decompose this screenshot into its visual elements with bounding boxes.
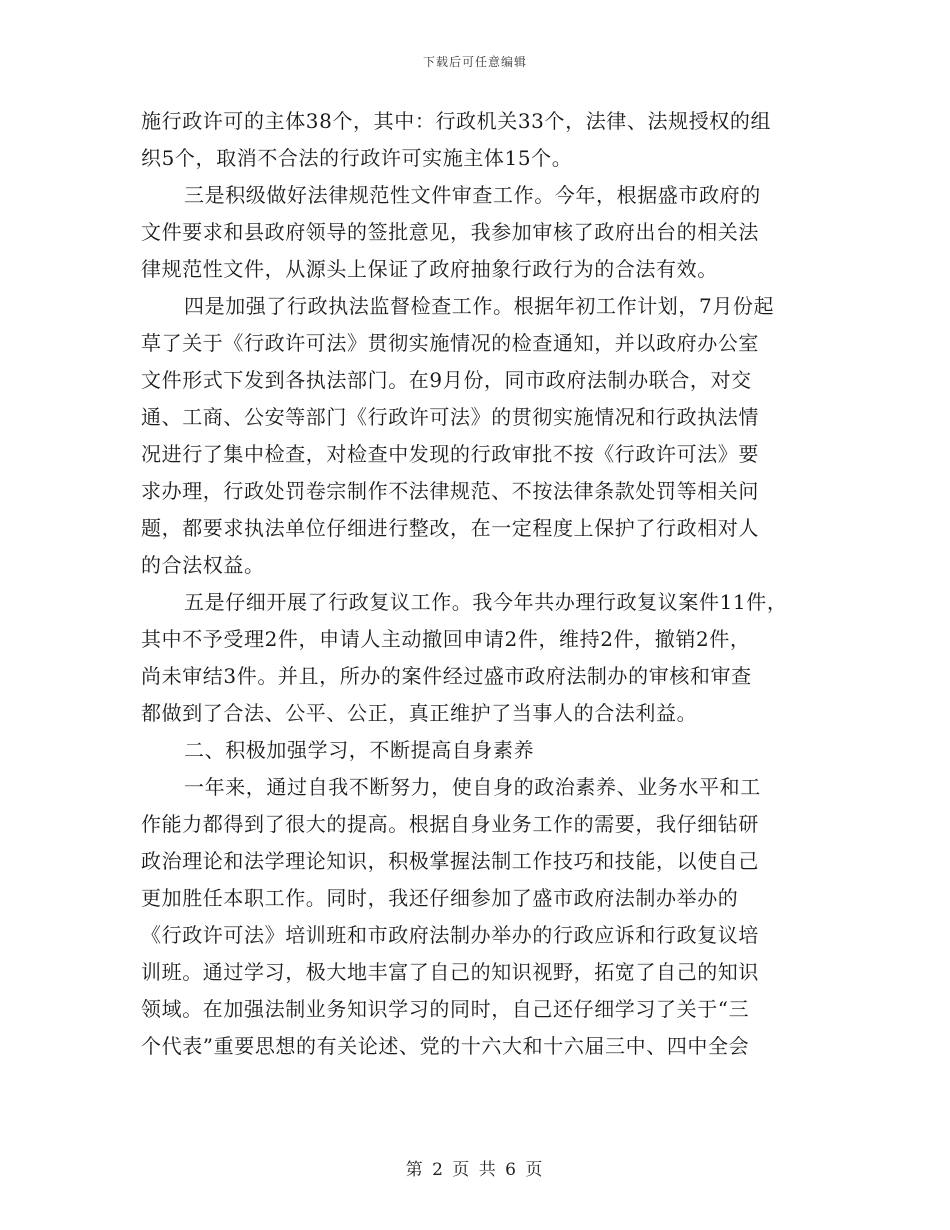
text-line: 政治理论和法学理论知识，积极掌握法制工作技巧和技能，以使自己 (141, 849, 759, 873)
text-line: 的合法权益。 (141, 553, 265, 577)
page-header: 下载后可任意编辑 (422, 55, 527, 69)
text-line: 文件要求和县政府领导的签批意见，我参加审核了政府出台的相关法 (141, 220, 759, 244)
text-line: 《行政许可法》培训班和市政府法制办举办的行政应诉和行政复议培 (141, 923, 759, 947)
text-line: 律规范性文件，从源头上保证了政府抽象行政行为的合法有效。 (141, 257, 718, 281)
page-footer: 第 2 页 共 6 页 (405, 1160, 545, 1180)
text-line: 通、工商、公安等部门《行政许可法》的贯彻实施情况和行政执法情 (141, 405, 759, 429)
text-line: 尚未审结3件。并且，所办的案件经过盛市政府法制办的审核和审查 (141, 664, 752, 688)
text-line: 草了关于《行政许可法》贯彻实施情况的检查通知，并以政府办公室 (141, 331, 759, 355)
text-line: 个代表”重要思想的有关论述、党的十六大和十六届三中、四中全会 (141, 1034, 750, 1058)
text-line: 领域。在加强法制业务知识学习的同时，自己还仔细学习了关于“三 (141, 997, 750, 1021)
text-line: 文件形式下发到各执法部门。在9月份，同市政府法制办联合，对交 (141, 368, 752, 392)
text-line: 训班。通过学习，极大地丰富了自己的知识视野，拓宽了自己的知识 (141, 960, 759, 984)
text-line: 三是积级做好法律规范性文件审查工作。今年，根据盛市政府的 (184, 183, 761, 207)
text-line: 织5个，取消不合法的行政许可实施主体15个。 (141, 146, 573, 170)
text-line: 施行政许可的主体38个，其中：行政机关33个，法律、法规授权的组 (141, 109, 772, 133)
text-line: 况进行了集中检查，对检查中发现的行政审批不按《行政许可法》要 (141, 442, 759, 466)
text-line: 一年来，通过自我不断努力，使自身的政治素养、业务水平和工 (184, 775, 761, 799)
text-line: 四是加强了行政执法监督检查工作。根据年初工作计划，7月份起 (184, 294, 775, 318)
text-line: 作能力都得到了很大的提高。根据自身业务工作的需要，我仔细钻研 (141, 812, 759, 836)
text-line: 都做到了合法、公平、公正，真正维护了当事人的合法利益。 (141, 701, 698, 725)
body-text (141, 103, 821, 1065)
text-line: 其中不予受理2件，申请人主动撤回申请2件，维持2件，撤销2件， (141, 627, 751, 651)
text-line: 题，都要求执法单位仔细进行整改，在一定程度上保护了行政相对人 (141, 516, 759, 540)
text-line: 五是仔细开展了行政复议工作。我今年共办理行政复议案件11件， (184, 590, 788, 614)
text-line: 二、积极加强学习，不断提高自身素养 (184, 738, 535, 762)
text-line: 求办理，行政处罚卷宗制作不法律规范、不按法律条款处罚等相关问 (141, 479, 759, 503)
text-line: 更加胜任本职工作。同时，我还仔细参加了盛市政府法制办举办的 (141, 886, 739, 910)
